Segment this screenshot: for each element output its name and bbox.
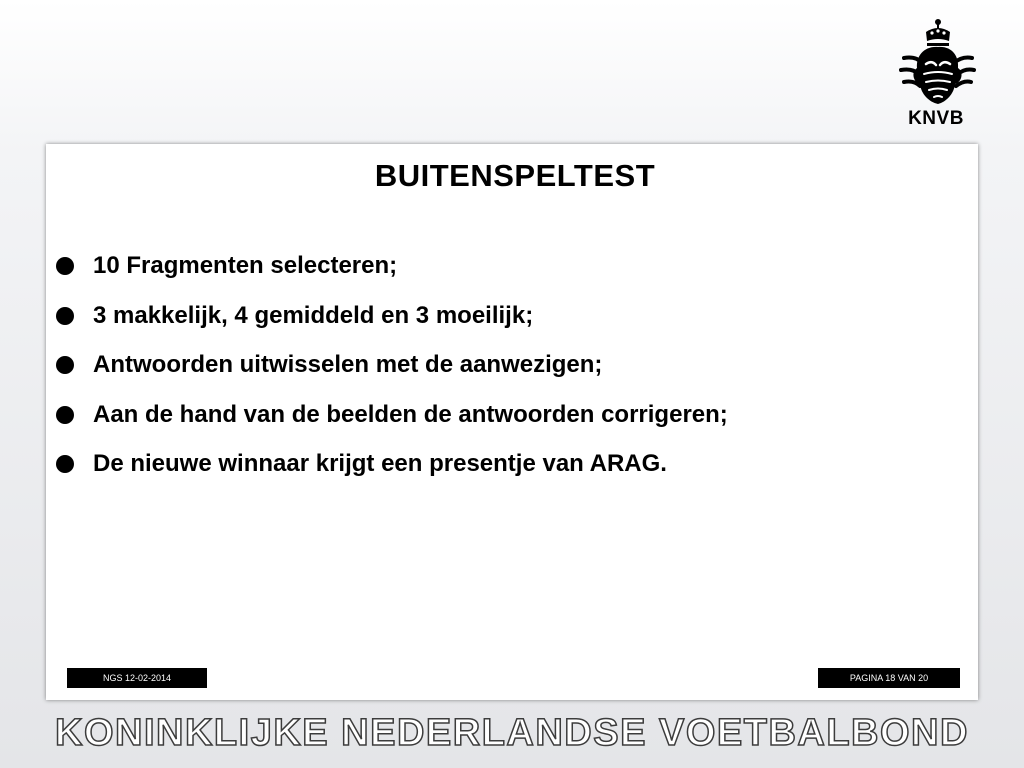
knvb-logo <box>896 16 976 130</box>
bullet-dot-icon <box>56 307 74 325</box>
bullet-item <box>56 246 728 296</box>
bullet-text: Antwoorden uitwisselen met de aanwezigen; <box>93 351 603 378</box>
bullet-text: De nieuwe winnaar krijgt een presentje van ARAG. <box>93 450 667 477</box>
bullet-dot-icon <box>56 356 74 374</box>
bullet-text: 3 makkelijk, 4 gemiddeld en 3 moeilijk; <box>93 301 534 329</box>
bullet-list <box>56 246 728 494</box>
bullet-dot-icon <box>56 455 74 473</box>
bullet-dot-icon <box>56 257 74 275</box>
bullet-item <box>56 395 728 445</box>
bullet-text: 10 Fragmenten selecteren; <box>93 252 398 279</box>
bullet-item <box>56 444 728 494</box>
bullet-item <box>56 345 728 395</box>
logo-text: KNVB <box>908 108 964 129</box>
bullet-item <box>56 296 728 346</box>
bullet-text: Aan de hand van de beelden de antwoorden corrigeren; <box>93 400 728 428</box>
slide-panel <box>46 144 978 700</box>
footer-date-label: NGS 12-02-2014 <box>67 668 207 688</box>
slide-title: BUITENSPELTEST <box>374 158 656 193</box>
lion-crown-icon <box>896 16 976 108</box>
bullet-dot-icon <box>56 406 74 424</box>
footer-page-label: PAGINA 18 VAN 20 <box>818 668 960 688</box>
organization-banner: KONINKLIJKE NEDERLANDSE VOETBALBOND <box>55 712 969 754</box>
